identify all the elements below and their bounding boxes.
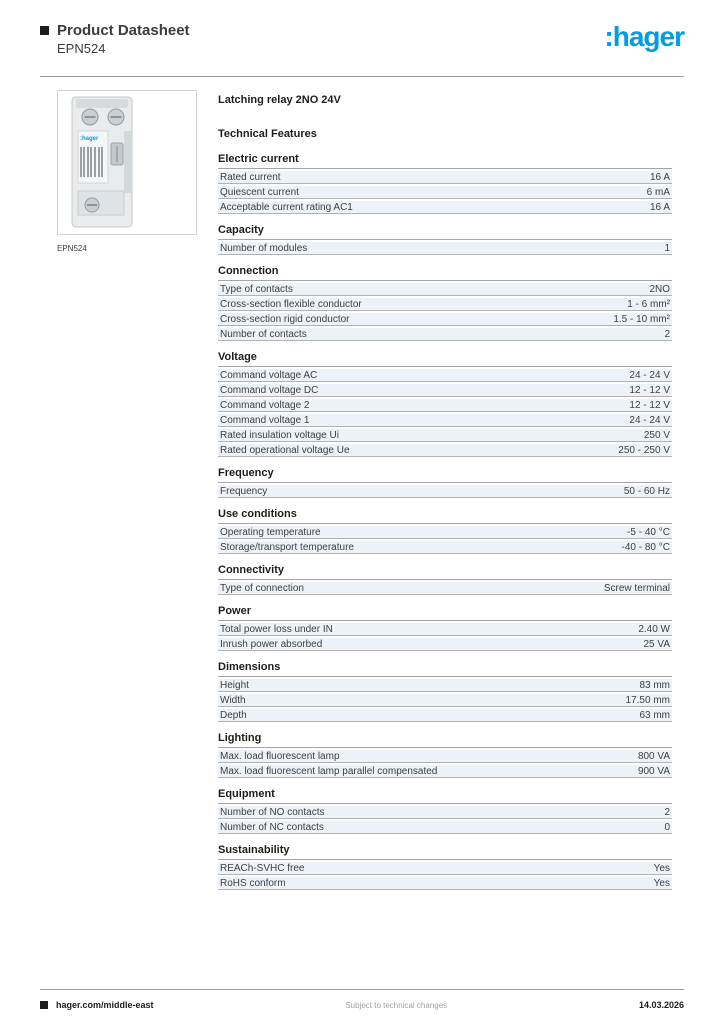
svg-text::hager: :hager xyxy=(80,136,99,142)
footer-divider xyxy=(40,989,684,990)
main-content xyxy=(57,90,672,890)
spec-label: Number of NO contacts xyxy=(220,807,325,818)
spec-label: Type of contacts xyxy=(220,284,293,295)
spec-section xyxy=(218,661,672,722)
product-photo xyxy=(58,91,196,232)
spec-value: 2 xyxy=(664,329,670,340)
spec-section xyxy=(218,467,672,498)
spec-label: Cross-section flexible conductor xyxy=(220,299,362,310)
spec-row xyxy=(218,171,672,184)
spec-value: 12 - 12 V xyxy=(629,400,670,411)
spec-value: 16 A xyxy=(649,172,670,183)
product-image-column xyxy=(57,90,197,890)
spec-row xyxy=(218,384,672,397)
spec-section xyxy=(218,224,672,255)
page-header xyxy=(40,22,684,57)
spec-label: Number of NC contacts xyxy=(220,822,324,833)
footer-square-marker xyxy=(40,1001,48,1009)
spec-value: Yes xyxy=(653,863,670,874)
spec-row xyxy=(218,806,672,819)
section-title: Voltage xyxy=(218,351,672,367)
hager-logo: :hager xyxy=(604,21,684,52)
spec-row xyxy=(218,638,672,651)
spec-section xyxy=(218,153,672,214)
spec-label: Max. load fluorescent lamp parallel compensated xyxy=(220,766,438,777)
spec-value: Yes xyxy=(653,878,670,889)
header-square-marker xyxy=(40,26,49,35)
spec-value: 6 mA xyxy=(646,187,670,198)
spec-label: Type of connection xyxy=(220,583,304,594)
spec-row xyxy=(218,485,672,498)
spec-value: 2.40 W xyxy=(638,624,670,635)
spec-row xyxy=(218,541,672,554)
spec-row xyxy=(218,429,672,442)
product-code: EPN524 xyxy=(57,41,106,56)
spec-row xyxy=(218,242,672,255)
spec-label: Storage/transport temperature xyxy=(220,542,354,553)
footer-website: hager.com/middle-east xyxy=(56,1000,154,1010)
spec-label: Command voltage DC xyxy=(220,385,319,396)
spec-label: Operating temperature xyxy=(220,527,321,538)
spec-value: 24 - 24 V xyxy=(629,370,670,381)
spec-section xyxy=(218,732,672,778)
spec-value: 250 - 250 V xyxy=(618,445,670,456)
spec-value: 25 VA xyxy=(643,639,670,650)
spec-label: Frequency xyxy=(220,486,268,497)
spec-row xyxy=(218,765,672,778)
spec-row xyxy=(218,862,672,875)
spec-value: 0 xyxy=(664,822,670,833)
spec-row xyxy=(218,694,672,707)
header-title-block xyxy=(40,22,190,57)
spec-label: Cross-section rigid conductor xyxy=(220,314,350,325)
spec-row xyxy=(218,526,672,539)
spec-value: -40 - 80 °C xyxy=(621,542,670,553)
spec-row xyxy=(218,582,672,595)
section-title: Equipment xyxy=(218,788,672,804)
spec-value: 17.50 mm xyxy=(625,695,670,706)
spec-label: Depth xyxy=(220,710,247,721)
section-title: Dimensions xyxy=(218,661,672,677)
spec-row xyxy=(218,369,672,382)
spec-value: 250 V xyxy=(643,430,670,441)
spec-value: 1 xyxy=(664,243,670,254)
spec-label: Rated insulation voltage Ui xyxy=(220,430,339,441)
spec-row xyxy=(218,414,672,427)
spec-label: RoHS conform xyxy=(220,878,286,889)
spec-value: 900 VA xyxy=(637,766,670,777)
header-divider xyxy=(40,76,684,77)
spec-label: Command voltage AC xyxy=(220,370,318,381)
spec-row xyxy=(218,679,672,692)
spec-label: Number of modules xyxy=(220,243,308,254)
spec-section xyxy=(218,564,672,595)
spec-row xyxy=(218,623,672,636)
spec-value: 83 mm xyxy=(639,680,670,691)
spec-label: Height xyxy=(220,680,249,691)
spec-value: 50 - 60 Hz xyxy=(623,486,670,497)
spec-section xyxy=(218,788,672,834)
technical-features-title: Technical Features xyxy=(218,128,317,140)
spec-value: 2NO xyxy=(649,284,670,295)
spec-label: Acceptable current rating AC1 xyxy=(220,202,353,213)
spec-label: Command voltage 1 xyxy=(220,415,310,426)
spec-label: Width xyxy=(220,695,246,706)
section-title: Power xyxy=(218,605,672,621)
spec-row xyxy=(218,328,672,341)
spec-row xyxy=(218,444,672,457)
footer-date: 14.03.2026 xyxy=(638,1000,684,1010)
spec-row xyxy=(218,298,672,311)
spec-row xyxy=(218,201,672,214)
product-image-caption: EPN524 xyxy=(57,244,87,253)
section-title: Lighting xyxy=(218,732,672,748)
footer-website-block xyxy=(40,1000,154,1010)
spec-value: 1.5 - 10 mm² xyxy=(613,314,670,325)
product-name: Latching relay 2NO 24V xyxy=(218,94,341,106)
spec-label: Rated current xyxy=(220,172,281,183)
spec-value: -5 - 40 °C xyxy=(627,527,670,538)
spec-label: Total power loss under IN xyxy=(220,624,333,635)
spec-value: 12 - 12 V xyxy=(629,385,670,396)
spec-value: 24 - 24 V xyxy=(629,415,670,426)
spec-label: Rated operational voltage Ue xyxy=(220,445,350,456)
spec-value: 2 xyxy=(664,807,670,818)
spec-value: 63 mm xyxy=(639,710,670,721)
product-image-frame xyxy=(57,90,197,235)
page-footer xyxy=(40,1000,684,1010)
page-title: Product Datasheet xyxy=(57,22,190,39)
section-title: Connectivity xyxy=(218,564,672,580)
section-title: Sustainability xyxy=(218,844,672,860)
spec-column xyxy=(218,90,672,890)
spec-section xyxy=(218,351,672,457)
section-title: Use conditions xyxy=(218,508,672,524)
spec-row xyxy=(218,750,672,763)
footer-note: Subject to technical changes xyxy=(345,1000,448,1010)
spec-row xyxy=(218,877,672,890)
spec-section xyxy=(218,508,672,554)
section-title: Capacity xyxy=(218,224,672,240)
spec-label: Quiescent current xyxy=(220,187,299,198)
spec-label: Max. load fluorescent lamp xyxy=(220,751,340,762)
spec-row xyxy=(218,186,672,199)
section-title: Electric current xyxy=(218,153,672,169)
section-title: Connection xyxy=(218,265,672,281)
spec-label: Number of contacts xyxy=(220,329,307,340)
spec-value: 1 - 6 mm² xyxy=(627,299,670,310)
spec-section xyxy=(218,265,672,341)
spec-label: REACh-SVHC free xyxy=(220,863,305,874)
spec-section xyxy=(218,844,672,890)
spec-value: Screw terminal xyxy=(603,583,670,594)
spec-row xyxy=(218,821,672,834)
spec-section xyxy=(218,605,672,651)
section-title: Frequency xyxy=(218,467,672,483)
spec-value: 800 VA xyxy=(637,751,670,762)
spec-row xyxy=(218,283,672,296)
spec-row xyxy=(218,709,672,722)
spec-label: Inrush power absorbed xyxy=(220,639,323,650)
spec-row xyxy=(218,313,672,326)
spec-value: 16 A xyxy=(649,202,670,213)
spec-label: Command voltage 2 xyxy=(220,400,310,411)
spec-sections xyxy=(218,153,672,890)
spec-row xyxy=(218,399,672,412)
